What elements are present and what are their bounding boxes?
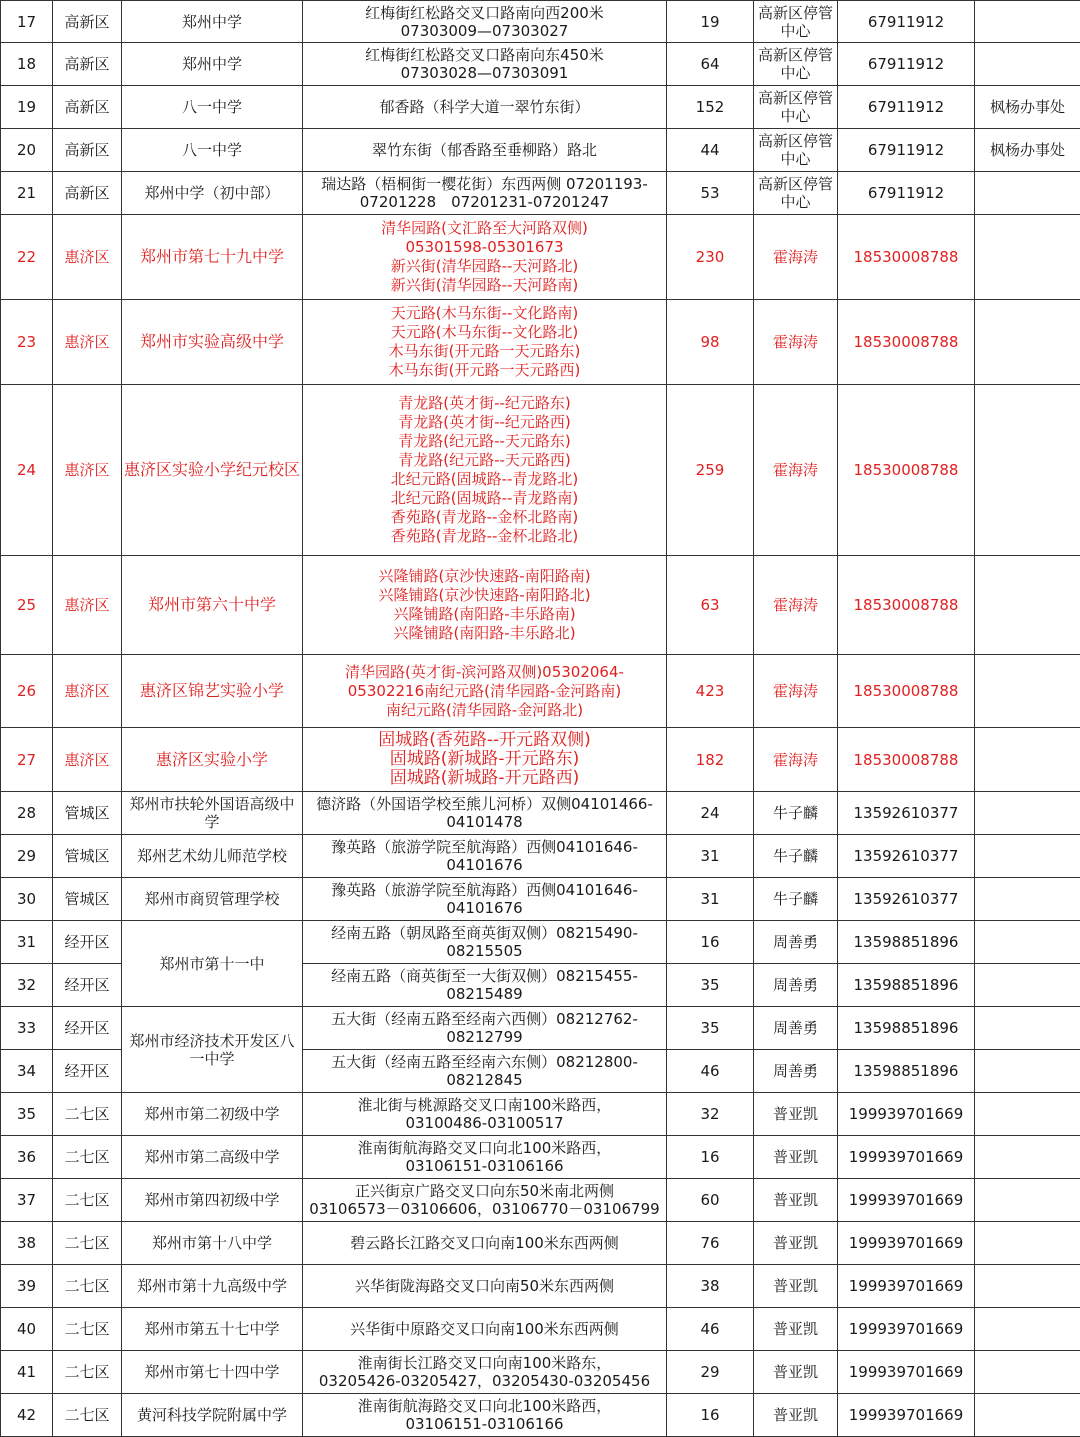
district-cell: 二七区	[53, 1222, 122, 1265]
phone-cell: 18530008788	[838, 728, 975, 792]
district-cell: 管城区	[53, 792, 122, 835]
road-section-cell	[303, 1308, 667, 1351]
row-number-cell: 40	[1, 1308, 53, 1351]
row-number-cell: 31	[1, 921, 53, 964]
district-cell: 惠济区	[53, 556, 122, 655]
office-cell	[975, 835, 1080, 878]
office-cell	[975, 1093, 1080, 1136]
space-count-cell: 63	[667, 556, 754, 655]
table-row	[1, 1179, 1080, 1222]
road-line: 香苑路(青龙路--金杯北路北)	[305, 527, 664, 546]
phone-cell: 67911912	[838, 86, 975, 129]
office-cell	[975, 172, 1080, 215]
road-line: 兴华街中原路交叉口向南100米东西两侧	[305, 1320, 664, 1338]
phone-cell: 199939701669	[838, 1394, 975, 1437]
road-line: 08215489	[305, 985, 664, 1003]
school-cell: 郑州中学	[122, 1, 303, 43]
road-section-cell	[303, 1179, 667, 1222]
road-section-cell	[303, 300, 667, 385]
road-line: 05302216南纪元路(清华园路-金河路南)	[305, 682, 664, 701]
table-body	[1, 1, 1080, 1437]
school-cell: 郑州市第十一中	[122, 921, 303, 1007]
road-section-cell	[303, 1007, 667, 1050]
road-line: 兴隆铺路(南阳路-丰乐路北)	[305, 624, 664, 643]
manager-cell: 普亚凯	[754, 1136, 838, 1179]
table-row	[1, 556, 1080, 655]
district-cell: 惠济区	[53, 655, 122, 728]
row-number-cell: 25	[1, 556, 53, 655]
phone-cell: 199939701669	[838, 1136, 975, 1179]
row-number-cell: 27	[1, 728, 53, 792]
district-cell: 经开区	[53, 1050, 122, 1093]
district-cell: 惠济区	[53, 300, 122, 385]
road-section-cell	[303, 129, 667, 172]
road-line: 新兴街(清华园路--天河路北)	[305, 257, 664, 276]
phone-cell: 13592610377	[838, 878, 975, 921]
phone-cell: 199939701669	[838, 1179, 975, 1222]
phone-cell: 13592610377	[838, 835, 975, 878]
district-cell: 高新区	[53, 1, 122, 43]
road-section-cell	[303, 1394, 667, 1437]
table-row	[1, 1265, 1080, 1308]
road-line: 天元路(木马东街--文化路北)	[305, 323, 664, 342]
manager-cell: 牛子麟	[754, 792, 838, 835]
phone-cell: 13592610377	[838, 792, 975, 835]
office-cell	[975, 556, 1080, 655]
space-count-cell: 46	[667, 1050, 754, 1093]
phone-cell: 13598851896	[838, 921, 975, 964]
school-cell: 郑州市经济技术开发区八一中学	[122, 1007, 303, 1093]
road-section-cell	[303, 556, 667, 655]
road-line: 03100486-03100517	[305, 1114, 664, 1132]
school-cell: 八一中学	[122, 129, 303, 172]
phone-cell: 199939701669	[838, 1308, 975, 1351]
district-cell: 高新区	[53, 129, 122, 172]
road-section-cell	[303, 1265, 667, 1308]
office-cell	[975, 1308, 1080, 1351]
row-number-cell: 29	[1, 835, 53, 878]
district-cell: 二七区	[53, 1136, 122, 1179]
manager-cell: 普亚凯	[754, 1222, 838, 1265]
space-count-cell: 44	[667, 129, 754, 172]
space-count-cell: 31	[667, 835, 754, 878]
space-count-cell: 19	[667, 1, 754, 43]
district-cell: 二七区	[53, 1308, 122, 1351]
manager-cell: 霍海涛	[754, 728, 838, 792]
office-cell: 枫杨办事处	[975, 129, 1080, 172]
road-line: 04101676	[305, 856, 664, 874]
space-count-cell: 230	[667, 215, 754, 300]
table-row	[1, 1136, 1080, 1179]
road-line: 经南五路（商英街至一大街双侧）08215455-	[305, 967, 664, 985]
road-line: 08215505	[305, 942, 664, 960]
road-line: 兴华街陇海路交叉口向南50米东西两侧	[305, 1277, 664, 1295]
row-number-cell: 38	[1, 1222, 53, 1265]
table-row	[1, 835, 1080, 878]
road-line: 07303009—07303027	[305, 22, 664, 40]
phone-cell: 13598851896	[838, 1007, 975, 1050]
row-number-cell: 32	[1, 964, 53, 1007]
space-count-cell: 46	[667, 1308, 754, 1351]
manager-cell: 牛子麟	[754, 878, 838, 921]
road-line: 碧云路长江路交叉口向南100米东西两侧	[305, 1234, 664, 1252]
district-cell: 高新区	[53, 86, 122, 129]
road-line: 固城路(香苑路--开元路双侧)	[305, 731, 664, 750]
row-number-cell: 39	[1, 1265, 53, 1308]
school-cell: 郑州市第十九高级中学	[122, 1265, 303, 1308]
district-cell: 经开区	[53, 964, 122, 1007]
space-count-cell: 423	[667, 655, 754, 728]
road-line: 五大街（经南五路至经南六东侧）08212800-	[305, 1053, 664, 1071]
road-section-cell	[303, 1050, 667, 1093]
road-section-cell	[303, 792, 667, 835]
school-cell: 惠济区实验小学	[122, 728, 303, 792]
office-cell: 枫杨办事处	[975, 86, 1080, 129]
manager-cell: 高新区停管中心	[754, 129, 838, 172]
office-cell	[975, 1265, 1080, 1308]
office-cell	[975, 964, 1080, 1007]
table-row	[1, 1394, 1080, 1437]
space-count-cell: 31	[667, 878, 754, 921]
office-cell	[975, 1, 1080, 43]
road-line: 豫英路（旅游学院至航海路）西侧04101646-	[305, 838, 664, 856]
row-number-cell: 33	[1, 1007, 53, 1050]
row-number-cell: 24	[1, 385, 53, 556]
space-count-cell: 76	[667, 1222, 754, 1265]
school-cell: 郑州中学（初中部）	[122, 172, 303, 215]
road-line: 经南五路（朝凤路至商英街双侧）08215490-	[305, 924, 664, 942]
district-cell: 二七区	[53, 1351, 122, 1394]
office-cell	[975, 1394, 1080, 1437]
manager-cell: 周善勇	[754, 1050, 838, 1093]
road-section-cell	[303, 215, 667, 300]
space-count-cell: 64	[667, 43, 754, 86]
manager-cell: 普亚凯	[754, 1179, 838, 1222]
road-line: 04101478	[305, 813, 664, 831]
manager-cell: 牛子麟	[754, 835, 838, 878]
road-line: 固城路(新城路-开元路东)	[305, 750, 664, 769]
row-number-cell: 18	[1, 43, 53, 86]
manager-cell: 高新区停管中心	[754, 86, 838, 129]
manager-cell: 普亚凯	[754, 1351, 838, 1394]
road-line: 清华园路(文汇路至大河路双侧)	[305, 219, 664, 238]
office-cell	[975, 1007, 1080, 1050]
school-cell: 郑州市第七十九中学	[122, 215, 303, 300]
phone-cell: 199939701669	[838, 1222, 975, 1265]
road-line: 08212799	[305, 1028, 664, 1046]
manager-cell: 霍海涛	[754, 385, 838, 556]
table-row	[1, 43, 1080, 86]
space-count-cell: 24	[667, 792, 754, 835]
district-cell: 惠济区	[53, 215, 122, 300]
table-row	[1, 921, 1080, 964]
space-count-cell: 53	[667, 172, 754, 215]
office-cell	[975, 655, 1080, 728]
table-row	[1, 1351, 1080, 1394]
road-line: 红梅街红松路交叉口路南向东450米	[305, 46, 664, 64]
road-line: 北纪元路(固城路--青龙路南)	[305, 489, 664, 508]
road-line: 淮北街与桃源路交叉口南100米路西，	[305, 1096, 664, 1114]
road-line: 兴隆铺路(京沙快速路-南阳路北)	[305, 586, 664, 605]
road-line: 郁香路（科学大道一翠竹东街）	[305, 98, 664, 116]
road-line: 天元路(木马东街--文化路南)	[305, 304, 664, 323]
table-row	[1, 1093, 1080, 1136]
row-number-cell: 26	[1, 655, 53, 728]
space-count-cell: 182	[667, 728, 754, 792]
manager-cell: 周善勇	[754, 921, 838, 964]
manager-cell: 霍海涛	[754, 655, 838, 728]
school-cell: 惠济区实验小学纪元校区	[122, 385, 303, 556]
phone-cell: 67911912	[838, 43, 975, 86]
road-section-cell	[303, 172, 667, 215]
office-cell	[975, 300, 1080, 385]
district-cell: 高新区	[53, 172, 122, 215]
table-row	[1, 129, 1080, 172]
row-number-cell: 20	[1, 129, 53, 172]
phone-cell: 18530008788	[838, 215, 975, 300]
phone-cell: 13598851896	[838, 964, 975, 1007]
road-line: 03106151-03106166	[305, 1157, 664, 1175]
manager-cell: 霍海涛	[754, 215, 838, 300]
road-line: 红梅街红松路交叉口路南向西200米	[305, 4, 664, 22]
phone-cell: 13598851896	[838, 1050, 975, 1093]
road-line: 05301598-05301673	[305, 238, 664, 257]
office-cell	[975, 43, 1080, 86]
phone-cell: 18530008788	[838, 385, 975, 556]
road-section-cell	[303, 1, 667, 43]
office-cell	[975, 792, 1080, 835]
road-section-cell	[303, 1351, 667, 1394]
table-row	[1, 878, 1080, 921]
manager-cell: 周善勇	[754, 964, 838, 1007]
phone-cell: 18530008788	[838, 300, 975, 385]
road-section-cell	[303, 878, 667, 921]
district-cell: 二七区	[53, 1179, 122, 1222]
manager-cell: 高新区停管中心	[754, 43, 838, 86]
space-count-cell: 32	[667, 1093, 754, 1136]
row-number-cell: 19	[1, 86, 53, 129]
manager-cell: 普亚凯	[754, 1093, 838, 1136]
manager-cell: 周善勇	[754, 1007, 838, 1050]
manager-cell: 高新区停管中心	[754, 172, 838, 215]
school-cell: 八一中学	[122, 86, 303, 129]
table-row	[1, 172, 1080, 215]
road-line: 淮南街航海路交叉口向北100米路西，	[305, 1397, 664, 1415]
row-number-cell: 42	[1, 1394, 53, 1437]
school-cell: 郑州市实验高级中学	[122, 300, 303, 385]
road-line: 南纪元路(清华园路-金河路北)	[305, 701, 664, 720]
road-line: 木马东街(开元路一天元路东)	[305, 342, 664, 361]
road-section-cell	[303, 964, 667, 1007]
manager-cell: 普亚凯	[754, 1394, 838, 1437]
table-row	[1, 385, 1080, 556]
district-cell: 管城区	[53, 878, 122, 921]
road-line: 瑞达路（梧桐街一樱花街）东西两侧 07201193-	[305, 175, 664, 193]
row-number-cell: 36	[1, 1136, 53, 1179]
table-row	[1, 1007, 1080, 1050]
road-line: 04101676	[305, 899, 664, 917]
table-row	[1, 792, 1080, 835]
school-cell: 郑州市第四初级中学	[122, 1179, 303, 1222]
phone-cell: 18530008788	[838, 556, 975, 655]
phone-cell: 67911912	[838, 1, 975, 43]
road-section-cell	[303, 43, 667, 86]
road-line: 香苑路(青龙路--金杯北路南)	[305, 508, 664, 527]
phone-cell: 67911912	[838, 129, 975, 172]
road-section-cell	[303, 1136, 667, 1179]
manager-cell: 普亚凯	[754, 1308, 838, 1351]
road-line: 清华园路(英才街-滨河路双侧)05302064-	[305, 663, 664, 682]
road-line: 正兴街京广路交叉口向东50米南北两侧	[305, 1182, 664, 1200]
road-line: 青龙路(英才街--纪元路西)	[305, 413, 664, 432]
road-section-cell	[303, 86, 667, 129]
school-cell: 郑州市商贸管理学校	[122, 878, 303, 921]
road-section-cell	[303, 1093, 667, 1136]
office-cell	[975, 215, 1080, 300]
table-row	[1, 655, 1080, 728]
office-cell	[975, 1351, 1080, 1394]
space-count-cell: 38	[667, 1265, 754, 1308]
space-count-cell: 152	[667, 86, 754, 129]
table-row	[1, 1222, 1080, 1265]
district-cell: 经开区	[53, 921, 122, 964]
space-count-cell: 98	[667, 300, 754, 385]
district-cell: 二七区	[53, 1265, 122, 1308]
road-line: 五大街（经南五路至经南六西侧）08212762-	[305, 1010, 664, 1028]
road-section-cell	[303, 1222, 667, 1265]
road-line: 08212845	[305, 1071, 664, 1089]
office-cell	[975, 1222, 1080, 1265]
table-row	[1, 215, 1080, 300]
office-cell	[975, 1050, 1080, 1093]
table-row	[1, 86, 1080, 129]
road-line: 豫英路（旅游学院至航海路）西侧04101646-	[305, 881, 664, 899]
road-section-cell	[303, 385, 667, 556]
manager-cell: 普亚凯	[754, 1265, 838, 1308]
road-line: 北纪元路(固城路--青龙路北)	[305, 470, 664, 489]
row-number-cell: 35	[1, 1093, 53, 1136]
office-cell	[975, 921, 1080, 964]
manager-cell: 霍海涛	[754, 556, 838, 655]
row-number-cell: 37	[1, 1179, 53, 1222]
road-section-cell	[303, 655, 667, 728]
road-section-cell	[303, 728, 667, 792]
row-number-cell: 34	[1, 1050, 53, 1093]
row-number-cell: 28	[1, 792, 53, 835]
space-count-cell: 259	[667, 385, 754, 556]
row-number-cell: 30	[1, 878, 53, 921]
row-number-cell: 22	[1, 215, 53, 300]
manager-cell: 高新区停管中心	[754, 1, 838, 43]
road-section-cell	[303, 921, 667, 964]
space-count-cell: 29	[667, 1351, 754, 1394]
phone-cell: 18530008788	[838, 655, 975, 728]
space-count-cell: 16	[667, 1394, 754, 1437]
space-count-cell: 60	[667, 1179, 754, 1222]
road-line: 兴隆铺路(京沙快速路-南阳路南)	[305, 567, 664, 586]
road-line: 07201228 07201231-07201247	[305, 193, 664, 211]
office-cell	[975, 1179, 1080, 1222]
table-row	[1, 1308, 1080, 1351]
office-cell	[975, 1136, 1080, 1179]
road-line: 03106151-03106166	[305, 1415, 664, 1433]
district-cell: 二七区	[53, 1394, 122, 1437]
district-cell: 惠济区	[53, 728, 122, 792]
space-count-cell: 16	[667, 921, 754, 964]
office-cell	[975, 728, 1080, 792]
road-line: 淮南街航海路交叉口向北100米路西，	[305, 1139, 664, 1157]
school-cell: 郑州市第二高级中学	[122, 1136, 303, 1179]
road-line: 木马东街(开元路一天元路西)	[305, 361, 664, 380]
school-cell: 郑州市第二初级中学	[122, 1093, 303, 1136]
phone-cell: 67911912	[838, 172, 975, 215]
space-count-cell: 35	[667, 1007, 754, 1050]
road-line: 固城路(新城路-开元路西)	[305, 769, 664, 788]
row-number-cell: 41	[1, 1351, 53, 1394]
table-row	[1, 1, 1080, 43]
phone-cell: 199939701669	[838, 1265, 975, 1308]
district-cell: 二七区	[53, 1093, 122, 1136]
table-row	[1, 728, 1080, 792]
school-cell: 黄河科技学院附属中学	[122, 1394, 303, 1437]
district-cell: 管城区	[53, 835, 122, 878]
road-line: 兴隆铺路(南阳路-丰乐路南)	[305, 605, 664, 624]
road-line: 03205426-03205427，03205430-03205456	[305, 1372, 664, 1390]
space-count-cell: 16	[667, 1136, 754, 1179]
road-line: 德济路（外国语学校至熊儿河桥）双侧04101466-	[305, 795, 664, 813]
road-line: 翠竹东街（郁香路至垂柳路）路北	[305, 141, 664, 159]
row-number-cell: 23	[1, 300, 53, 385]
office-cell	[975, 878, 1080, 921]
row-number-cell: 17	[1, 1, 53, 43]
school-cell: 郑州市第五十七中学	[122, 1308, 303, 1351]
road-line: 青龙路(英才街--纪元路东)	[305, 394, 664, 413]
phone-cell: 199939701669	[838, 1093, 975, 1136]
school-cell: 郑州市第七十四中学	[122, 1351, 303, 1394]
school-cell: 郑州市扶轮外国语高级中学	[122, 792, 303, 835]
district-cell: 惠济区	[53, 385, 122, 556]
school-cell: 郑州中学	[122, 43, 303, 86]
school-cell: 郑州市第十八中学	[122, 1222, 303, 1265]
school-cell: 惠济区锦艺实验小学	[122, 655, 303, 728]
row-number-cell: 21	[1, 172, 53, 215]
road-section-cell	[303, 835, 667, 878]
school-cell: 郑州市第六十中学	[122, 556, 303, 655]
road-line: 青龙路(纪元路--天元路东)	[305, 432, 664, 451]
district-cell: 经开区	[53, 1007, 122, 1050]
table-row	[1, 300, 1080, 385]
road-line: 青龙路(纪元路--天元路西)	[305, 451, 664, 470]
road-line: 07303028—07303091	[305, 64, 664, 82]
phone-cell: 199939701669	[838, 1351, 975, 1394]
road-line: 淮南街长江路交叉口向南100米路东，	[305, 1354, 664, 1372]
district-cell: 高新区	[53, 43, 122, 86]
space-count-cell: 35	[667, 964, 754, 1007]
road-line: 新兴街(清华园路--天河路南)	[305, 276, 664, 295]
school-cell: 郑州艺术幼儿师范学校	[122, 835, 303, 878]
office-cell	[975, 385, 1080, 556]
road-line: 03106573－03106606，03106770－03106799	[305, 1200, 664, 1218]
manager-cell: 霍海涛	[754, 300, 838, 385]
